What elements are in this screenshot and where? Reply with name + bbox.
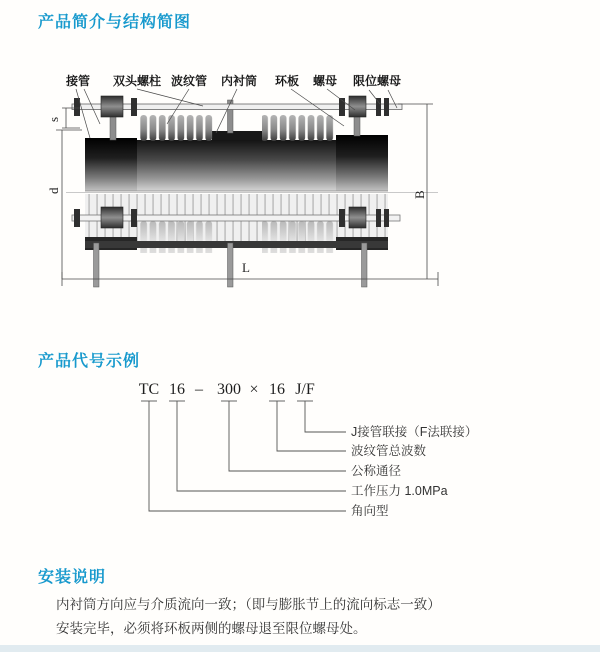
label-limit-nut: 限位螺母 [352, 74, 402, 88]
product-code-figure [0, 376, 600, 544]
code-seg-dn: 300 [217, 381, 241, 398]
limit-nut-1 [376, 98, 381, 116]
callout-wave-count: 波纹管总波数 [351, 444, 427, 458]
expansion-joint-body [66, 115, 438, 193]
code-seg-conn: J/F [295, 381, 315, 398]
label-connecting-pipe: 接管 [65, 74, 91, 88]
lower-bellows-right [262, 221, 335, 243]
dim-d: d [46, 187, 61, 194]
limit-nut-2 [384, 98, 389, 116]
lower-ghost-half [72, 194, 400, 287]
label-nut: 螺母 [312, 74, 338, 88]
ring-plate-pin-right [362, 243, 368, 287]
callout-connection: J接管联接（F法联接） [351, 425, 478, 439]
section-title-install: 安装说明 [38, 569, 107, 586]
label-inner-sleeve: 内衬筒 [220, 74, 258, 88]
bellows-left [139, 115, 213, 141]
ring-plate-pin-center [228, 243, 234, 287]
code-seg-pressure: 16 [169, 381, 185, 398]
nut-right-inner [339, 98, 345, 116]
nut-left-block [101, 96, 123, 117]
lower-bellows-left [139, 221, 213, 243]
section-title-intro: 产品简介与结构简图 [38, 14, 192, 31]
nut-left-inner [131, 98, 137, 116]
nut-right-block [349, 96, 366, 117]
code-callout-lines [149, 401, 346, 511]
code-seg-type: TC [138, 381, 160, 398]
code-seg-times: × [249, 381, 259, 398]
dim-b: B [412, 190, 427, 199]
dim-s: s [46, 116, 61, 122]
install-line-1: 内衬筒方向应与介质流向一致；（即与膨胀节上的流向标志一致） [56, 597, 441, 612]
code-seg-waves: 16 [269, 381, 285, 398]
callout-angular-type: 角向型 [351, 504, 389, 518]
pipe-end-left [85, 138, 137, 191]
label-double-end-stud: 双头螺柱 [112, 74, 162, 88]
page-bottom-strip [0, 645, 600, 652]
ring-plate-pin-left [94, 243, 100, 287]
install-instructions [56, 593, 556, 641]
callout-working-pressure: 工作压力 1.0MPa [351, 484, 448, 498]
callout-nominal-diameter: 公称通径 [351, 464, 402, 478]
label-ring-plate: 环板 [274, 74, 300, 88]
section-title-code: 产品代号示例 [38, 353, 141, 370]
structure-diagram [0, 64, 600, 316]
label-bellows: 波纹管 [170, 74, 208, 88]
pipe-end-right [336, 135, 388, 191]
bellows-right [262, 115, 335, 141]
install-line-2: 安装完毕，必须将环板两侧的螺母退至限位螺母处。 [56, 621, 367, 636]
dim-l: L [242, 260, 250, 275]
code-seg-dash: – [195, 381, 203, 398]
